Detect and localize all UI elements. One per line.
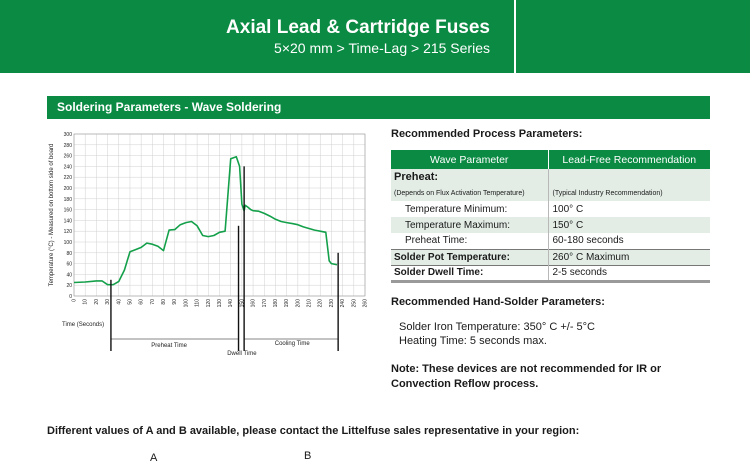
param-value: 2-5 seconds xyxy=(548,265,710,281)
x-tick-label: 110 xyxy=(194,299,201,307)
y-tick-label: 280 xyxy=(63,142,72,149)
hand-solder-heating-time: Heating Time: 5 seconds max. xyxy=(399,335,547,347)
y-tick-label: 80 xyxy=(66,250,72,257)
table-row xyxy=(391,265,710,281)
y-tick-label: 200 xyxy=(63,186,72,192)
x-tick-label: 80 xyxy=(161,299,168,305)
param-name: Solder Dwell Time: xyxy=(391,265,548,281)
y-axis-label: Temperature (°C) - Measured on bottom side of board xyxy=(49,143,55,287)
param-name: Temperature Minimum: xyxy=(405,203,508,215)
x-tick-label: 170 xyxy=(261,299,268,308)
x-tick-label: 20 xyxy=(93,299,100,305)
y-tick-label: 40 xyxy=(66,272,72,279)
y-tick-label: 140 xyxy=(63,218,72,225)
table-row-preheat-note xyxy=(391,185,710,201)
note-line-2: Convection Reflow process. xyxy=(391,378,539,390)
table-header-row xyxy=(391,150,710,169)
temperature-curve xyxy=(74,157,337,285)
param-value: 100° C xyxy=(548,201,710,217)
x-tick-label: 40 xyxy=(116,299,123,305)
y-tick-label: 260 xyxy=(63,153,72,160)
preheat-recommendation: (Typical Industry Recommendation) xyxy=(548,185,710,201)
y-tick-label: 120 xyxy=(63,229,72,236)
page-subtitle: 5×20 mm > Time-Lag > 215 Series xyxy=(274,40,490,56)
y-tick-label: 20 xyxy=(66,283,72,290)
param-name: Temperature Maximum: xyxy=(391,217,548,233)
y-tick-label: 240 xyxy=(63,164,72,171)
chart-svg xyxy=(45,128,375,368)
param-value: 260° C Maximum xyxy=(548,249,710,265)
y-tick-label: 300 xyxy=(63,132,72,138)
x-tick-label: 70 xyxy=(149,299,156,305)
y-tick-label: 60 xyxy=(66,261,72,268)
header-divider xyxy=(514,0,516,73)
x-tick-label: 190 xyxy=(284,299,291,308)
process-params-heading: Recommended Process Parameters: xyxy=(391,128,583,140)
preheat-label: Preheat: xyxy=(391,169,548,185)
x-tick-label: 130 xyxy=(217,299,223,308)
col-header-parameter: Wave Parameter xyxy=(391,150,548,169)
y-tick-label: 100 xyxy=(63,240,72,246)
cooling-time-label: Cooling Time xyxy=(274,341,310,347)
page-title: Axial Lead & Cartridge Fuses xyxy=(226,17,490,38)
param-name: Preheat Time: xyxy=(405,235,468,247)
section-bar xyxy=(47,96,710,119)
x-tick-label: 250 xyxy=(351,299,358,308)
param-name: Solder Pot Temperature: xyxy=(391,249,548,265)
x-tick-label: 60 xyxy=(138,299,145,305)
contact-text: Different values of A and B available, please contact the Littelfuse sales representative in your region: xyxy=(47,425,580,437)
table-row-preheat xyxy=(391,169,710,185)
soldering-profile-chart xyxy=(45,128,375,368)
x-tick-label: 50 xyxy=(127,299,134,305)
x-tick-label: 210 xyxy=(306,299,313,308)
dwell-time-label: Dwell Time xyxy=(227,351,257,357)
x-tick-label: 150 xyxy=(239,299,246,308)
preheat-note: (Depends on Flux Activation Temperature) xyxy=(391,185,548,201)
x-tick-label: 220 xyxy=(317,299,324,308)
x-tick-label: 230 xyxy=(328,299,335,308)
param-value: 150° C xyxy=(548,217,710,233)
section-title: Soldering Parameters - Wave Soldering xyxy=(57,100,282,114)
preheat-time-label: Preheat Time xyxy=(151,343,187,349)
x-tick-label: 120 xyxy=(205,299,212,308)
table-row xyxy=(391,217,710,233)
x-tick-label: 260 xyxy=(362,299,369,308)
x-tick-label: 240 xyxy=(340,299,347,308)
reflow-note xyxy=(391,362,661,392)
y-tick-label: 0 xyxy=(69,294,72,300)
table-row xyxy=(391,249,710,265)
hand-solder-iron-temp: Solder Iron Temperature: 350° C +/- 5°C xyxy=(399,321,595,333)
hand-solder-heading: Recommended Hand-Solder Parameters: xyxy=(391,296,605,308)
x-tick-label: 0 xyxy=(71,299,78,302)
table-row xyxy=(391,201,710,217)
x-tick-label: 100 xyxy=(183,299,190,308)
x-tick-label: 140 xyxy=(228,299,235,308)
label-b: B xyxy=(304,450,312,462)
x-tick-label: 10 xyxy=(82,299,89,305)
y-tick-label: 220 xyxy=(63,175,72,182)
x-tick-label: 180 xyxy=(272,299,279,308)
process-params-table xyxy=(391,150,710,283)
note-line-1: Note: These devices are not recommended for IR or xyxy=(391,363,662,375)
y-tick-label: 180 xyxy=(63,196,72,203)
label-a: A xyxy=(150,452,158,463)
x-tick-label: 200 xyxy=(295,299,302,308)
y-tick-label: 160 xyxy=(63,207,72,214)
page-header xyxy=(0,0,750,73)
table-row xyxy=(391,233,710,249)
x-axis-label: Time (Seconds) xyxy=(62,322,105,328)
x-tick-label: 90 xyxy=(172,299,179,305)
x-tick-label: 160 xyxy=(250,299,257,308)
param-value: 60-180 seconds xyxy=(548,233,710,249)
x-tick-label: 30 xyxy=(105,299,112,305)
col-header-recommendation: Lead-Free Recommendation xyxy=(548,150,710,169)
